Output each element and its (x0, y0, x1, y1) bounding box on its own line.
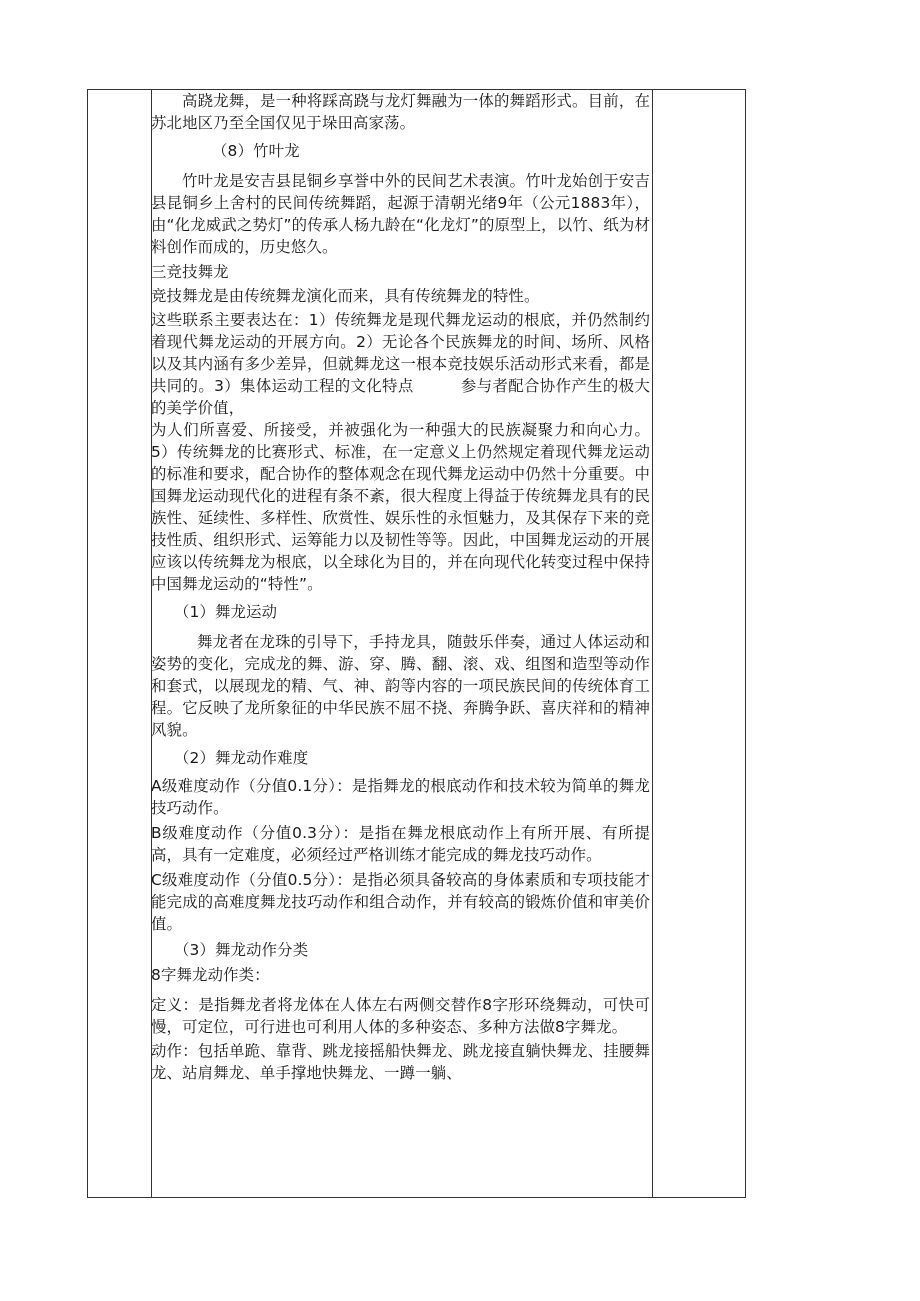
heading-classification: （3）舞龙动作分类 (174, 941, 309, 959)
paragraph-figure-eight-category: 8字舞龙动作类： (151, 966, 270, 984)
column-divider-right (652, 90, 653, 1197)
paragraph-stilt-dragon: 高跷龙舞，是一种将踩高跷与龙灯舞融为一体的舞蹈形式。目前，在苏北地区乃至全国仅见于垛田高家荡。 (151, 92, 650, 132)
paragraph-level-c: C级难度动作（分值0.5分）：是指必须具备较高的身体素质和专项技能才能完成的高难度舞龙技巧动作和组合动作，并有较高的锻炼价值和审美价值。 (151, 871, 650, 933)
paragraph-dragon-sport: 舞龙者在龙珠的引导下，手持龙具，随鼓乐伴奏，通过人体运动和姿势的变化，完成龙的舞、游、穿、腾、翻、滚、戏、组图和造型等动作和套式，以展现龙的精、气、神、韵等内容的一项民族民间的传统体育工程。它反映了龙所象征的中华民族不屈不挠、奔腾争跃、喜庆祥和的精神风貌。 (151, 633, 650, 739)
paragraph-bamboo-leaf-dragon: 竹叶龙是安吉县昆铜乡享誉中外的民间艺术表演。竹叶龙始创于安吉县昆铜乡上舍村的民间传统舞蹈，起源于清朝光绪9年（公元1883年），由“化龙威武之势灯”的传承人杨九龄在“化龙灯”的原型上，以竹、纸为材料创作而成的，历史悠久。 (151, 172, 650, 256)
heading-dragon-sport: （1）舞龙运动 (174, 603, 278, 621)
paragraph-connections-continued: 为人们所喜爱、所接受，并被强化为一种强大的民族凝聚力和向心力。5）传统舞龙的比赛形式、标准，在一定意义上仍然规定着现代舞龙运动的标准和要求，配合协作的整体观念在现代舞龙运动中仍然十分重要。中国舞龙运动现代化的进程有条不紊，很大程度上得益于传统舞龙具有的民族性、延续性、多样性、欣赏性、娱乐性的永恒魅力，及其保存下来的竞技性质、组织形式、运筹能力以及韧性等等。因此，中国舞龙运动的开展应该以传统舞龙为根底，以全球化为目的，并在向现代化转变过程中保持中国舞龙运动的“特性”。 (151, 421, 650, 593)
paragraph-level-a: A级难度动作（分值0.1分）：是指舞龙的根底动作和技术较为简单的舞龙技巧动作。 (151, 777, 650, 817)
paragraph-actions: 动作：包括单跪、靠背、跳龙接摇船快舞龙、跳龙接直躺快舞龙、挂腰舞龙、站肩舞龙、单手撑地快舞龙、一蹲一躺、 (151, 1042, 650, 1082)
content-cell (151, 90, 650, 1084)
paragraph-level-b: B级难度动作（分值0.3分）：是指在舞龙根底动作上有所开展、有所提高，具有一定难度，必须经过严格训练才能完成的舞龙技巧动作。 (151, 824, 650, 864)
section-heading-competitive-dragon: 三竞技舞龙 (151, 263, 229, 281)
paragraph-definition: 定义：是指舞龙者将龙体在人体左右两侧交替作8字形环绕舞动，可快可慢，可定位，可行进也可利用人体的多种姿态、多种方法做8字舞龙。 (151, 996, 650, 1036)
heading-bamboo-leaf-dragon: （8）竹叶龙 (212, 142, 300, 160)
heading-difficulty: （2）舞龙动作难度 (174, 749, 309, 767)
paragraph-connections: 这些联系主要表达在：1）传统舞龙是现代舞龙运动的根底，并仍然制约着现代舞龙运动的开展方向。2）无论各个民族舞龙的时间、场所、风格以及其内涵有多少差异，但就舞龙这一根本竞技娱乐活动形式来看，都是共同的。3）集体运动工程的文化特点 参与者配合协作产生的极大的美学价值， (151, 311, 650, 417)
paragraph-competitive-intro: 竞技舞龙是由传统舞龙演化而来，具有传统舞龙的特性。 (151, 287, 540, 305)
